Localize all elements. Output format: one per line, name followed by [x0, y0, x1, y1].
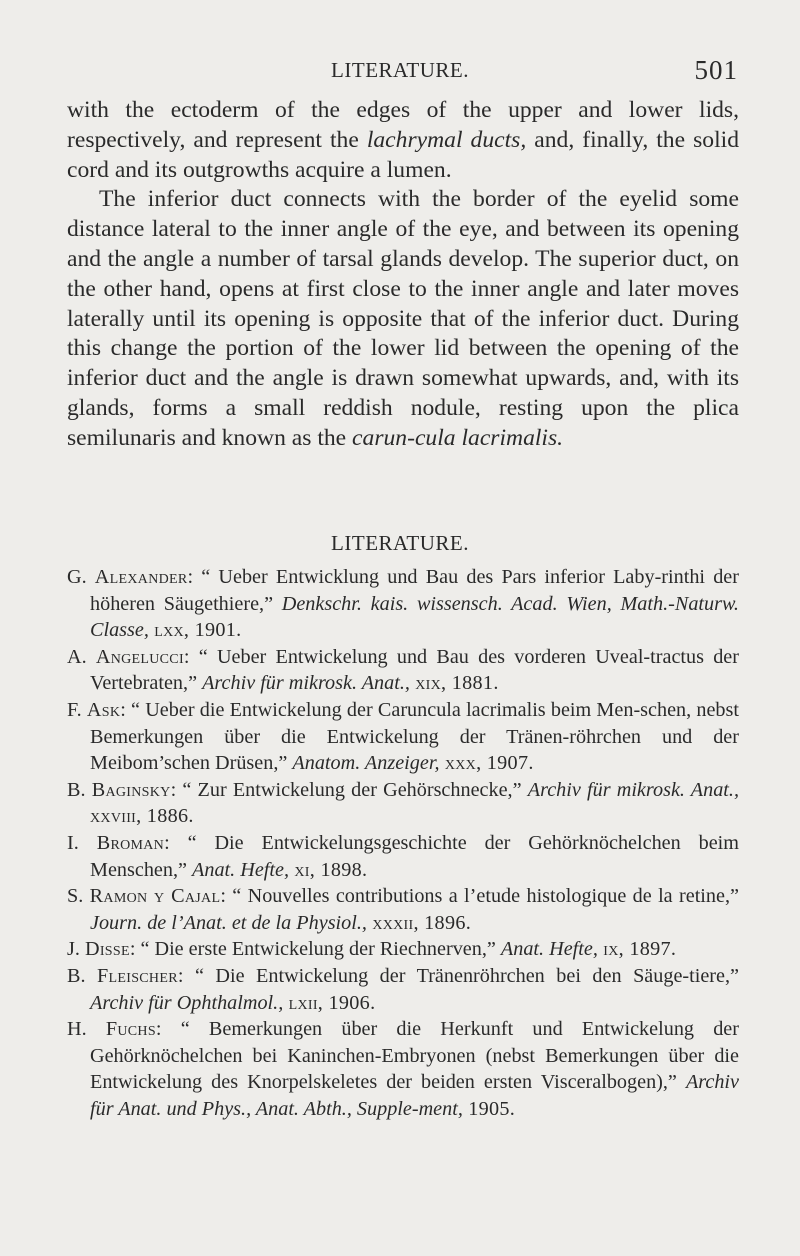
reference-title: : “ Die erste Entwickelung der Riechnerven,” [129, 938, 501, 961]
paragraph-1 [67, 96, 739, 185]
reference-title: : “ Nouvelles contributions a l’etude histologique de la retine,” [220, 885, 739, 908]
reference-source: Anatom. Anzeiger, [292, 752, 440, 775]
reference-initial: G. [67, 566, 95, 588]
reference-item [67, 883, 739, 936]
running-head [62, 56, 738, 86]
reference-details: xi, 1898. [289, 858, 368, 881]
reference-item [67, 564, 739, 644]
reference-initial: B. [67, 778, 92, 801]
reference-details: xxxii, 1896. [366, 911, 472, 934]
reference-source: Anat. Hefte, [500, 938, 598, 961]
reference-author: Ask [86, 698, 121, 721]
reference-initial: B. [67, 964, 98, 987]
reference-details: xxviii, 1886. [90, 805, 194, 828]
reference-source: Journ. de l’Anat. et de la Physiol., [90, 911, 367, 934]
reference-details: xxx, 1907. [439, 752, 534, 775]
reference-initial: F. [67, 698, 87, 721]
page-number: 501 [694, 55, 738, 85]
reference-author: Disse [84, 938, 130, 961]
reference-details: xix, 1881. [409, 672, 499, 695]
reference-source: Anat. Hefte, [192, 858, 290, 881]
reference-item [67, 697, 739, 777]
reference-initial: A. [67, 645, 96, 668]
reference-author: Alexander [94, 566, 188, 588]
running-title: LITERATURE. [331, 58, 469, 82]
paragraph-2 [67, 185, 739, 453]
body-text [67, 96, 739, 454]
reference-author: Fuchs [105, 1018, 156, 1041]
reference-title: : “ Die Entwickelung der Tränenröhrchen bei den Säuge-tiere,” [177, 964, 739, 987]
reference-list [67, 564, 739, 1122]
paragraph-1-italic: lachrymal ducts, [366, 126, 527, 153]
reference-item [67, 963, 739, 1016]
paragraph-1-text-b: and, finally, the solid cord and its outgrowths acquire a lumen. [67, 126, 739, 183]
reference-source: Denkschr. kais. wissensch. Acad. Wien, Math.-Naturw. Classe, [90, 592, 739, 642]
reference-source: Archiv für mikrosk. Anat., [202, 672, 410, 695]
reference-initial: H. [67, 1018, 106, 1041]
reference-initial: J. [67, 938, 85, 961]
reference-details: ix, 1897. [597, 938, 677, 961]
paragraph-1-text-a: with the ectoderm of the edges of the upper and lower lids, respectively, and represent the [67, 97, 739, 153]
reference-title: : “ Ueber Entwicklung und Bau des Pars inferior Laby-rinthi der höheren Säugethiere,” [90, 566, 739, 615]
reference-author: Baginsky [91, 778, 171, 801]
reference-item [67, 830, 739, 883]
reference-item [67, 936, 739, 963]
reference-initial: I. [67, 831, 97, 854]
reference-title: : “ Die Entwickelungsgeschichte der Gehörknöchelchen beim Menschen,” [90, 831, 739, 881]
paragraph-2-italic: carun-cula lacrimalis. [352, 424, 564, 451]
reference-author: Broman [96, 831, 165, 854]
reference-item [67, 777, 739, 830]
reference-initial: S. [67, 885, 90, 908]
reference-details: 1905. [462, 1097, 516, 1120]
reference-source: Archiv für Anat. und Phys., Anat. Abth., Supple-ment, [90, 1071, 739, 1120]
literature-heading: LITERATURE. [331, 531, 469, 555]
reference-author: Ramon y Cajal [89, 885, 221, 908]
reference-source: Archiv für mikrosk. Anat., [527, 778, 739, 801]
reference-details: lxx, 1901. [148, 619, 242, 642]
reference-author: Angelucci [95, 645, 184, 668]
reference-item [67, 1016, 739, 1122]
reference-source: Archiv für Ophthalmol., [90, 991, 284, 1014]
reference-title: : “ Ueber die Entwickelung der Caruncula lacrimalis beim Men-schen, nebst Bemerkungen über die Entwickelung der Tränen-röhrchen und der Meibom’schen Drüsen,” [90, 698, 739, 775]
paragraph-2-text-a: The inferior duct connects with the border of the eyelid some distance lateral to the inner angle of the eye, and between its opening and the angle a number of tarsal glands develop. The superior duct, on the other hand, opens at first close to the inner angle and later moves laterally until its opening is opposite that of the inferior duct. During this change the portion of the lower lid between the opening of the inferior duct and the angle is drawn somewhat upwards, and, with its glands, forms a small reddish nodule, resting upon the plica semilunaris and known as the [67, 186, 739, 451]
reference-author: Fleischer [97, 964, 178, 987]
reference-title: : “ Ueber Entwickelung und Bau des vorderen Uveal-tractus der Vertebraten,” [90, 645, 739, 695]
reference-title: : “ Zur Entwickelung der Gehörschnecke,” [170, 778, 528, 801]
reference-item [67, 644, 739, 697]
reference-title: : “ Bemerkungen über die Herkunft und Entwickelung der Gehörknöchelchen bei Kaninchen-Embryonen (nebst Bemerkungen über die Entwickelung des Knorpelskeletes der beiden ersten Visceralbogen),” [90, 1018, 739, 1094]
reference-details: lxii, 1906. [283, 991, 376, 1014]
